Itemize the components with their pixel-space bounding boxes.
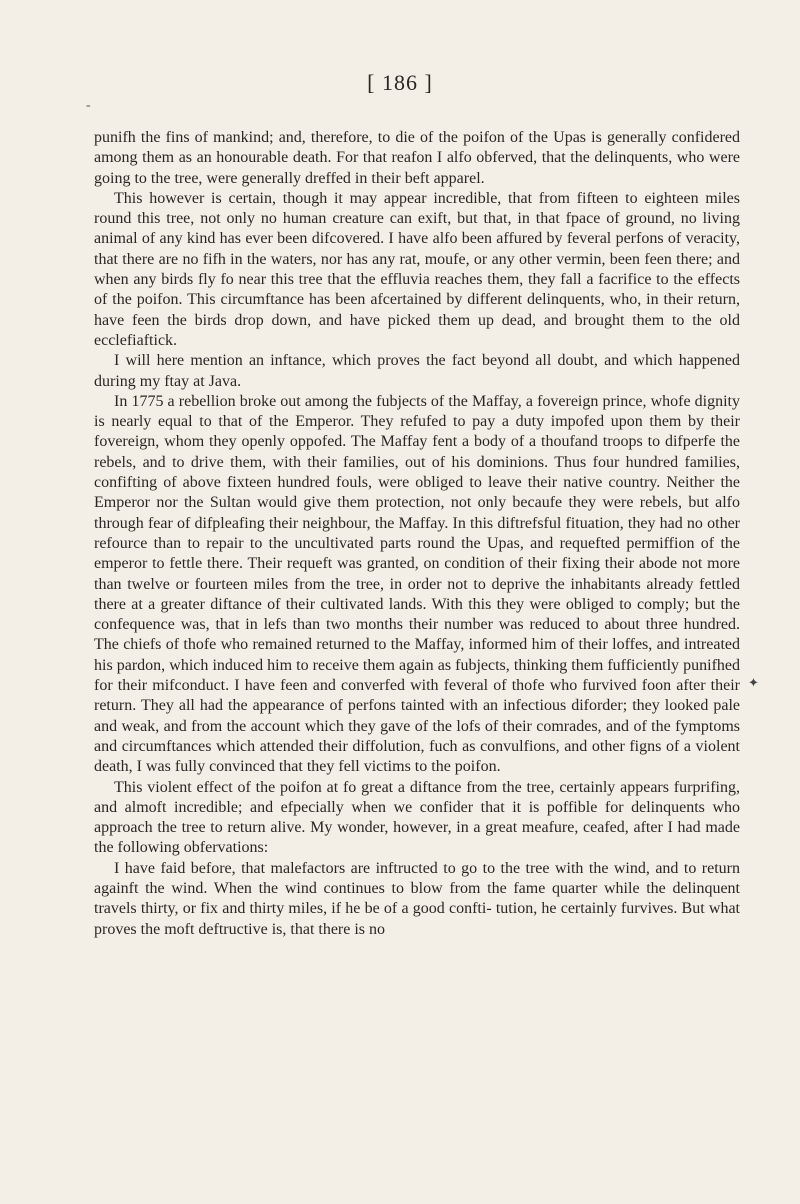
paragraph-1: punifh the fins of mankind; and, therefore, to die of the poifon of the Upas is generally confidered among them as an honourable death. For that reafon I alfo obferved, that the delinquents, who were going to the tree, were generally dreffed in their beft apparel. [94,129,740,187]
paragraph-6: I have faid before, that malefactors are inftructed to go to the tree with the wind, and to return againft the wind. When the wind continues to blow from the fame quarter while the delinquent travels thirty, or fix and thirty miles, if he be of a good confti- tution, he certainly furvives. But what proves the moft deftructive is, that there is no [94,859,740,938]
paragraph-4: In 1775 a rebellion broke out among the fubjects of the Maffay, a fovereign prince, whofe dignity is nearly equal to that of the Emperor. They refufed to pay a duty impofed upon them by their fovereign, whom they openly oppofed. The Maffay fent a body of a thoufand troops to difperfe the rebels, and to drive them, with their families, out of his dominions. Thus four hundred families, confifting of above fixteen hundred fouls, were obliged to leave their native country. Neither the Emperor nor the Sultan would give them protection, not only becaufe they were rebels, but alfo through fear of difpleafing their neighbour, the Maffay. In this diftrefsful fituation, they had no other refource than to repair to the uncultivated parts round the Upas, and requefted permiffion of the emperor to fettle there. Their requeft was granted, on condition of their fixing their abode not more than twelve or fourteen miles from the tree, in order not to deprive the inhabitants already fettled there at a greater diftance of their cultivated lands. With this they were obliged to comply; but the confequence was, that in lefs than two months their number was reduced to about three hundred. The chiefs of thofe who remained returned to the Maffay, informed him of their loffes, and intreated his pardon, which induced him to receive them again as fubjects, thinking them fufficiently punifhed for their mifconduct. I have feen and converfed with feveral of thofe who furvived foon after their return. They all had the appearance of perfons tainted with an infectious diforder; they looked pale and weak, and from the account which they gave of the lofs of their comrades, and of the fymptoms and circumftances which attended their diffolution, fuch as convulfions, and other figns of a violent death, I was fully convinced that they fell victims to the poifon. [94,392,740,776]
paragraph-2: This however is certain, though it may appear incredible, that from fifteen to eighteen miles round this tree, not only no human creature can exift, but that, in that fpace of ground, no living animal of any kind has ever been difcovered. I have alfo been affured by feveral perfons of veracity, that there are no fifh in the waters, nor has any rat, moufe, or any other vermin, been feen there; and when any birds fly fo near this tree that the effluvia reaches them, they fall a facrifice to the effects of the poifon. This circumftance has been afcertained by different delinquents, who, in their return, have feen the birds drop down, and have picked them up dead, and brought them to the old ecclefiaftick. [94,189,740,349]
page-number-header: [ 186 ] [367,70,433,95]
body-text [94,128,740,940]
paragraph-5: This violent effect of the poifon at fo great a diftance from the tree, certainly appears furprifing, and almoft incredible; and efpecially when we confider that it is poffible for delinquents who approach the tree to return alive. My wonder, however, in a great meafure, ceafed, after I had made the following obfervations: [94,778,740,857]
margin-mark: ✦ [748,675,759,690]
paragraph-3: I will here mention an inftance, which proves the fact beyond all doubt, and which happened during my ftay at Java. [94,352,740,390]
margin-dash: - [86,98,91,113]
